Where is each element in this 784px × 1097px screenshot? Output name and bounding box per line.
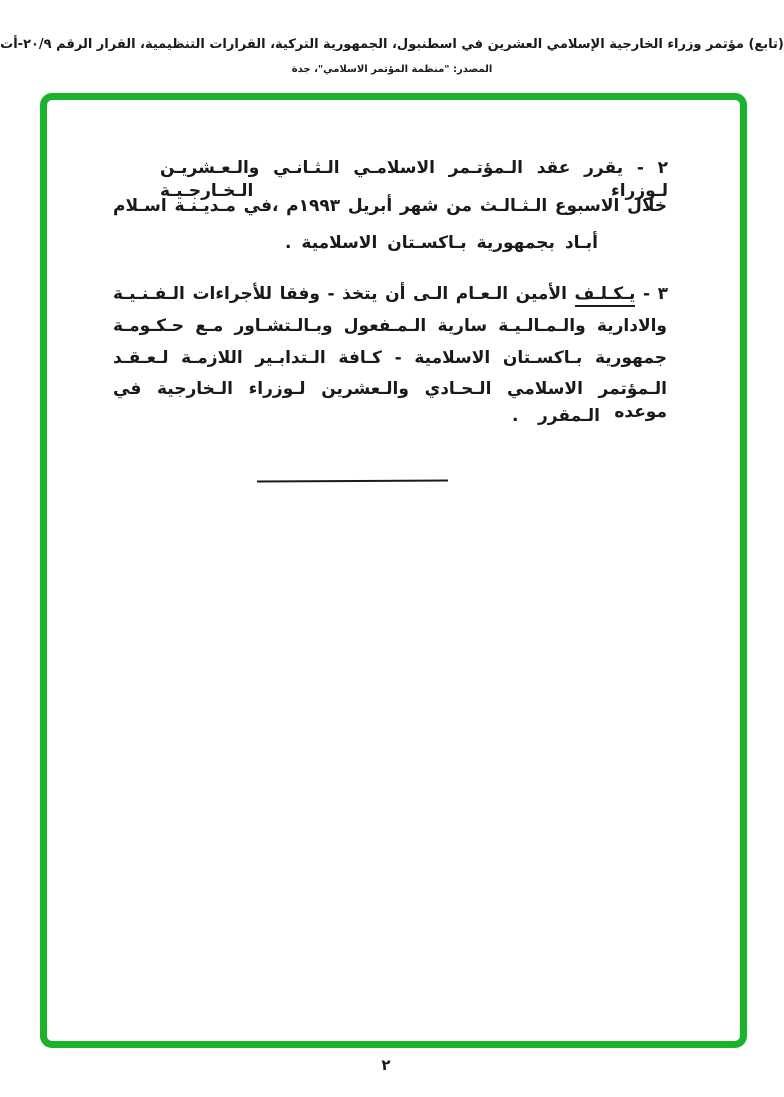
paragraph-3-line-2: والادارية والـمـالـيـة سارية الـمـفعول وبـالـتشـاور مـع حـكـومـة — [113, 316, 667, 336]
paragraph-3-line-1 — [113, 283, 668, 306]
underlined-word: يـكـلـف — [575, 284, 636, 307]
page-number: ٢ — [381, 1056, 391, 1074]
green-border-frame — [40, 93, 747, 1048]
header-source: المصدر: "منظمة المؤتمر الاسلامي"، جدة — [291, 64, 493, 75]
paragraph-3-line-3: جمهورية بـاكسـتان الاسلامية - كـافة الـتدابـير اللازمـة لـعـقـد — [113, 348, 667, 368]
paragraph-2-line-2: خلال الاسبوع الـثـالـث من شهر أبريل ١٩٩٣م ،في مـديـنـة اسـلام — [113, 196, 667, 216]
paragraph-3-line-1-text: الأمين الـعـام الـى أن يتخذ - وفقا للأجراءات الـفـنـيـة — [113, 284, 567, 304]
section-divider — [257, 479, 448, 482]
header-title: (تابع) مؤتمر وزراء الخارجية الإسلامي العشرين في اسطنبول، الجمهورية التركية، القرارات التنظيمية، القرار الرقم ٢٠/٩-أت — [0, 37, 784, 52]
paragraph-2-line-1: ٢ - يقرر عقد الـمؤتـمر الاسلامـي الـثـانـي والـعـشريـن لـوزراء الـخـارجـيـة — [160, 158, 668, 201]
paragraph-3-line-5: الـمقرر . — [512, 406, 600, 426]
paragraph-3-number: ٣ - — [642, 284, 669, 304]
paragraph-2-line-3: أبـاد بجمهورية بـاكسـتان الاسلامية . — [285, 233, 598, 253]
paragraph-3-line-4: الـمؤتمر الاسلامي الـحـادي والـعشرين لـوزراء الـخارجية في موعده — [113, 379, 667, 422]
